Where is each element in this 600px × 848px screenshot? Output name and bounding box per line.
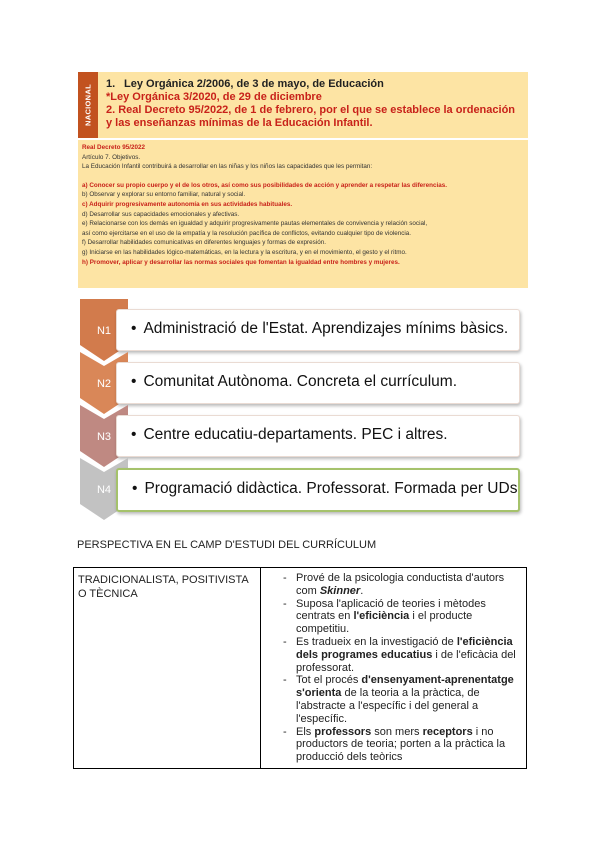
decree-article: Artículo 7. Objetivos.	[82, 153, 141, 161]
curriculum-table	[73, 567, 527, 769]
level-bar-n1: • Administració de l'Estat. Aprendizajes mínims bàsics.	[116, 309, 520, 351]
objective-a: a) Conocer su propio cuerpo y el de los otros, así como sus posibilidades de acción y aprender a respetar las diferencias.	[82, 181, 447, 189]
law-line-2: *Ley Orgánica 3/2020, de 29 de diciembre	[106, 91, 322, 103]
decree-box	[78, 140, 528, 288]
level-bar-n3: • Centre educatiu-departaments. PEC i altres.	[116, 415, 520, 457]
law-box	[78, 72, 528, 138]
level-n1: N1 • Administració de l'Estat. Aprendizajes mínims bàsics.	[80, 305, 520, 355]
law-line-3: 2. Real Decreto 95/2022, de 1 de febrero, por el que se establece la ordenación y las enseñanzas mínimas de la Educación Infantil.	[106, 104, 516, 129]
list-item: - Els professors son mers receptors i no productors de teoria; porten a la pràctica la producció dels teòrics	[262, 726, 524, 764]
level-bar-n2: • Comunitat Autònoma. Concreta el currículum.	[116, 362, 520, 404]
level-n4: N4 • Programació didàctica. Professorat. Formada per UDs	[80, 464, 520, 514]
list-item: - Prové de la psicologia conductista d'autors com Skinner.	[262, 572, 524, 598]
objective-f: f) Desarrollar habilidades comunicativas en diferentes lenguajes y formas de expresión.	[82, 239, 326, 247]
objective-g: g) Iniciarse en las habilidades lógico-matemáticas, en la lectura y la escritura, y en el movimiento, el gesto y el ritmo.	[82, 248, 407, 256]
level-bar-n4: • Programació didàctica. Professorat. Formada per UDs	[116, 468, 520, 512]
list-item: - Tot el procés d'ensenyament-aprenentatge s'orienta de la teoria a la pràctica, de l'abstracte a l'específic i del general a l'específic.	[262, 674, 524, 725]
table-left-cell: TRADICIONALISTA, POSITIVISTA O TÈCNICA	[78, 574, 249, 600]
law-line-1: 1. Ley Orgánica 2/2006, de 3 de mayo, de Educación	[106, 78, 384, 90]
section-heading: PERSPECTIVA EN EL CAMP D'ESTUDI DEL CURRÍCULUM	[77, 539, 377, 551]
nacional-tag: NACIONAL	[78, 72, 98, 138]
list-item: - Es tradueix en la investigació de l'eficiència dels programes educatius i de l'eficàcia del professorat.	[262, 636, 524, 674]
objective-b: b) Observar y explorar su entorno familiar, natural y social.	[82, 191, 246, 199]
objective-e1: e) Relacionarse con los demás en igualdad y adquirir progresivamente pautas elementales de convivencia y relación social,	[82, 220, 428, 228]
objective-d: d) Desarrollar sus capacidades emocionales y afectivas.	[82, 210, 240, 218]
list-item: - Suposa l'aplicació de teories i mètodes centrats en l'eficiència i el producte competitiu.	[262, 598, 524, 636]
objective-e2: así como ejercitarse en el uso de la empatía y la resolución pacífica de conflictos, evitando cualquier tipo de violencia.	[82, 229, 412, 237]
decree-title: Real Decreto 95/2022	[82, 144, 146, 151]
objective-c: c) Adquirir progresivamente autonomía en sus actividades habituales.	[82, 200, 293, 208]
level-n2: N2 • Comunitat Autònoma. Concreta el currículum.	[80, 358, 520, 408]
level-n3: N3 • Centre educatiu-departaments. PEC i altres.	[80, 411, 520, 461]
decree-intro: La Educación Infantil contribuirá a desarrollar en las niñas y los niños las capacidades que les permitan:	[82, 163, 373, 171]
table-right-cell	[262, 572, 524, 764]
objective-h: h) Promover, aplicar y desarrollar las normas sociales que fomentan la igualdad entre hombres y mujeres.	[82, 258, 400, 266]
